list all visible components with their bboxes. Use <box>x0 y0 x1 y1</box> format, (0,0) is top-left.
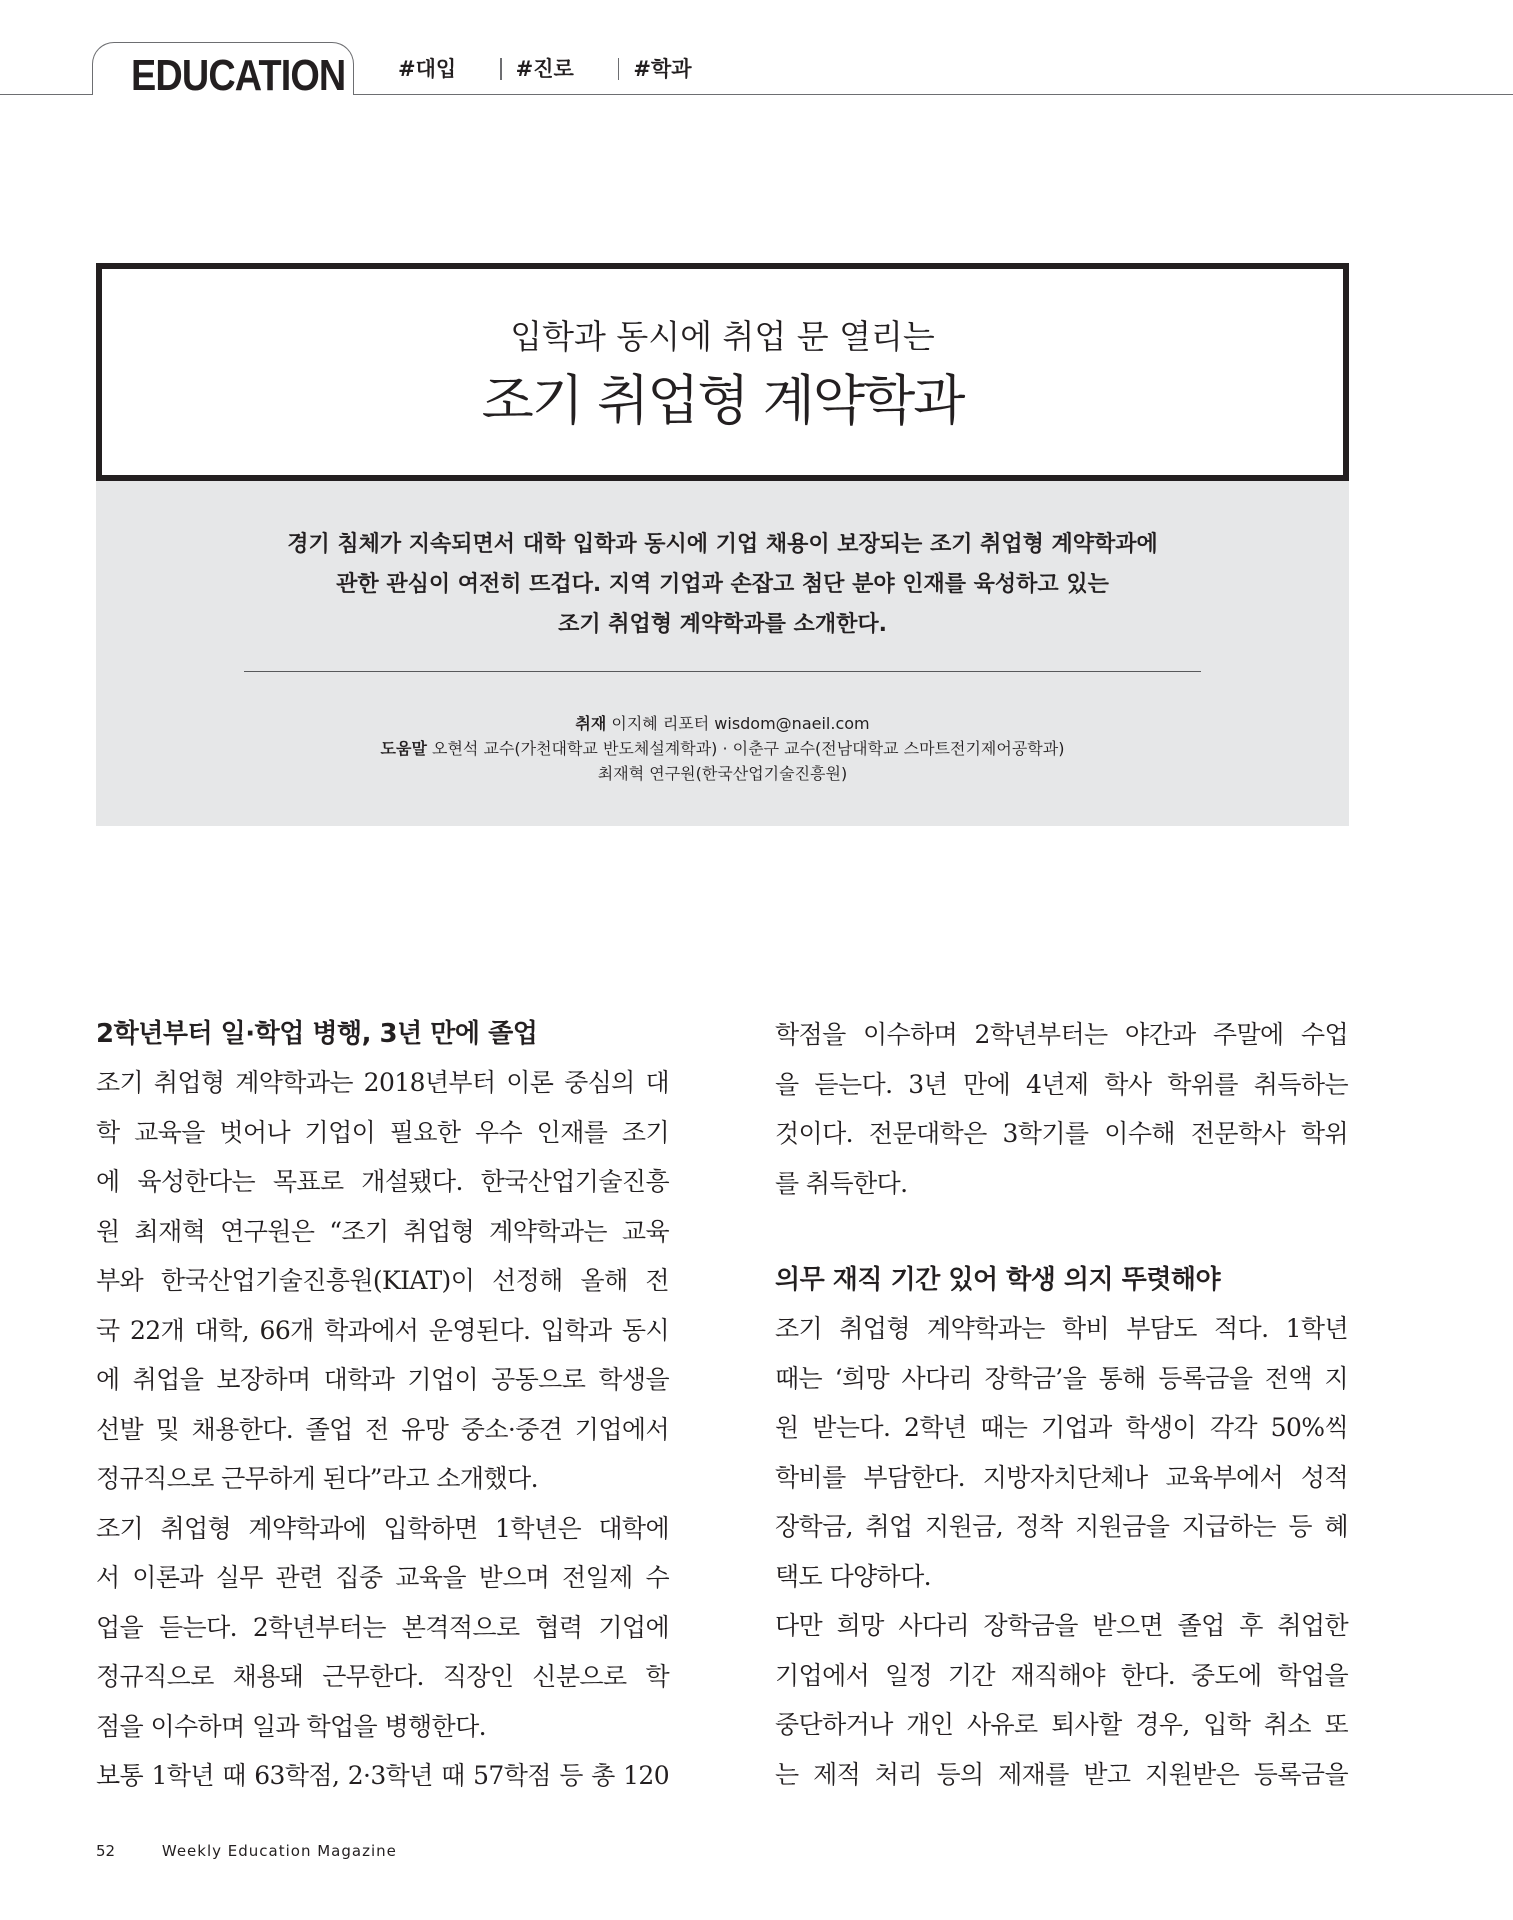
lead-box <box>96 481 1349 826</box>
body-line: 기업에서 일정 기간 재직해야 한다. 중도에 학업을 <box>775 1660 1348 1690</box>
tag-department: #학과 <box>633 57 692 81</box>
lead-line: 경기 침체가 지속되면서 대학 입학과 동시에 기업 채용이 보장되는 조기 취업형 계약학과에 <box>287 532 1158 557</box>
tag-admission: #대입 <box>398 57 457 81</box>
body-line: 중단하거나 개인 사유로 퇴사할 경우, 입학 취소 또 <box>775 1710 1348 1739</box>
body-line: 업을 듣는다. 2학년부터는 본격적으로 협력 기업에 <box>96 1612 669 1642</box>
section-title: EDUCATION <box>131 51 346 100</box>
body-line: 조기 취업형 계약학과에 입학하면 1학년은 대학에 <box>96 1513 669 1543</box>
credit-help-text: 오현석 교수(가천대학교 반도체설계학과) · 이춘구 교수(전남대학교 스마트전기제어공학과) <box>432 739 1065 758</box>
page-footer <box>96 1842 397 1860</box>
credit-help-2: 최재혁 연구원(한국산업기술진흥원) <box>597 764 848 783</box>
credit-reporting-text: 이지혜 리포터 wisdom@naeil.com <box>611 714 870 733</box>
body-line: 학비를 부담한다. 지방자치단체나 교육부에서 성적 <box>775 1462 1348 1492</box>
body-line: 보통 1학년 때 63학점, 2·3학년 때 57학점 등 총 120 <box>96 1761 669 1790</box>
lead-line: 조기 취업형 계약학과를 소개한다. <box>558 612 887 637</box>
body-line: 조기 취업형 계약학과는 학비 부담도 적다. 1학년 <box>775 1314 1348 1343</box>
lead-paragraph <box>96 525 1349 645</box>
body-line: 학 교육을 벗어나 기업이 필요한 우수 인재를 조기 <box>96 1117 669 1147</box>
credit-help-label: 도움말 <box>380 739 427 758</box>
magazine-name: Weekly Education Magazine <box>161 1842 397 1860</box>
section1-heading: 2학년부터 일·학업 병행, 3년 만에 졸업 <box>96 1019 538 1049</box>
body-line: 을 듣는다. 3년 만에 4년제 학사 학위를 취득하는 <box>775 1069 1348 1099</box>
credit-help <box>96 736 1349 761</box>
body-line: 것이다. 전문대학은 3학기를 이수해 전문학사 학위 <box>775 1119 1348 1148</box>
body-line: 부와 한국산업기술진흥원(KIAT)이 선정해 올해 전 <box>96 1266 669 1295</box>
body-line: 를 취득한다. <box>775 1168 908 1198</box>
body-line: 조기 취업형 계약학과는 2018년부터 이론 중심의 대 <box>96 1068 669 1097</box>
body-line: 학점을 이수하며 2학년부터는 야간과 주말에 수업 <box>775 1020 1348 1049</box>
body-line: 점을 이수하며 일과 학업을 병행한다. <box>96 1711 486 1741</box>
body-line: 장학금, 취업 지원금, 정착 지원금을 지급하는 등 혜 <box>775 1512 1348 1541</box>
body-line: 선발 및 채용한다. 졸업 전 유망 중소·중견 기업에서 <box>96 1414 669 1444</box>
lead-line: 관한 관심이 여전히 뜨겁다. 지역 기업과 손잡고 첨단 분야 인재를 육성하고 있는 <box>336 572 1109 597</box>
tag-career: #진로 <box>515 57 574 81</box>
tag-list <box>398 56 692 82</box>
body-line: 에 육성한다는 목표로 개설됐다. 한국산업기술진흥 <box>96 1167 669 1196</box>
body-line: 는 제적 처리 등의 제재를 받고 지원받은 등록금을 <box>775 1759 1348 1789</box>
lead-divider <box>244 671 1201 672</box>
article-subtitle: 입학과 동시에 취업 문 열리는 <box>510 317 935 356</box>
tag-divider <box>500 58 502 80</box>
body-line: 정규직으로 채용돼 근무한다. 직장인 신분으로 학 <box>96 1662 669 1691</box>
body-line: 서 이론과 실무 관련 집중 교육을 받으며 전일제 수 <box>96 1563 669 1592</box>
section2-heading: 의무 재직 기간 있어 학생 의지 뚜렷해야 <box>775 1265 1221 1295</box>
body-line: 원 받는다. 2학년 때는 기업과 학생이 각각 50%씩 <box>775 1413 1348 1442</box>
credit-reporting-label: 취재 <box>575 714 607 733</box>
body-line: 에 취업을 보장하며 대학과 기업이 공동으로 학생을 <box>96 1365 669 1394</box>
body-line: 국 22개 대학, 66개 학과에서 운영된다. 입학과 동시 <box>96 1315 669 1345</box>
page-number: 52 <box>96 1842 116 1860</box>
article-title: 조기 취업형 계약학과 <box>481 369 964 432</box>
body-line: 다만 희망 사다리 장학금을 받으면 졸업 후 취업한 <box>775 1611 1348 1640</box>
tag-divider <box>618 58 620 80</box>
body-line: 때는 ‘희망 사다리 장학금’을 통해 등록금을 전액 지 <box>775 1363 1348 1393</box>
body-column-right-continuation <box>775 1010 1348 1208</box>
body-column-right-section2 <box>775 1256 1348 1799</box>
title-box <box>96 263 1349 481</box>
credits <box>96 711 1349 786</box>
body-column-left <box>96 1010 669 1801</box>
credit-reporting <box>96 711 1349 736</box>
body-line: 원 최재혁 연구원은 “조기 취업형 계약학과는 교육 <box>96 1216 669 1246</box>
body-line: 정규직으로 근무하게 된다”라고 소개했다. <box>96 1464 538 1493</box>
body-line: 택도 다양하다. <box>775 1561 931 1591</box>
